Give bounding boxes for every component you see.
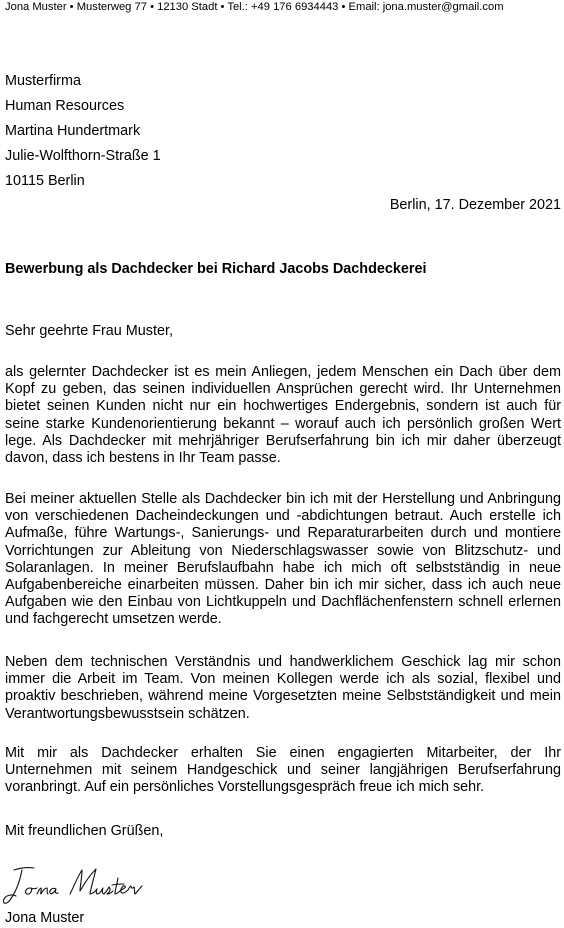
letter-date: Berlin, 17. Dezember 2021 xyxy=(389,197,561,213)
recipient-person: Martina Hundertmark xyxy=(5,123,141,139)
sender-address-line: Jona Muster • Musterweg 77 • 12130 Stadt • Tel.: +49 176 6934443 • Email: jona.muster@gmail.com xyxy=(5,1,504,13)
letter-closing: Mit freundlichen Grüßen, xyxy=(5,823,164,839)
signature-icon xyxy=(0,858,150,908)
letter-subject: Bewerbung als Dachdecker bei Richard Jacobs Dachdeckerei xyxy=(5,261,427,277)
body-paragraph-4: Mit mir als Dachdecker erhalten Sie einen engagierten Mitarbeiter, der Ihr Unternehmen mit seinem Handgeschick und seiner langjährigen Berufserfahrung voranbringt. Auf ein persönliches Vorstellungsgespräch freue ich mich sehr. xyxy=(5,745,561,796)
recipient-company: Musterfirma xyxy=(5,73,81,89)
signatory-name: Jona Muster xyxy=(5,910,85,926)
body-paragraph-2: Bei meiner aktuellen Stelle als Dachdecker bin ich mit der Herstellung und Anbringung von verschiedenen Dacheindeckungen und -abdichtungen betraut. Auch erstelle ich Aufmaße, führe Wartungs-, Sanierungs- und Reparaturarbeiten durch und montiere Vorrichtungen zur Ableitung von Niederschlagswasser sowie von Blitzschutz- und Solaranlagen. In meiner Berufslaufbahn habe ich mich oft selbstständig in neue Aufgabenbereiche einarbeiten müssen. Daher bin ich mir sicher, dass ich auch neue Aufgaben wie den Einbau von Lichtkuppeln und Dachflächenfenstern schnell erlernen und fachgerecht umsetzen werde. xyxy=(5,491,561,628)
recipient-address-block xyxy=(5,69,405,194)
body-paragraph-3: Neben dem technischen Verständnis und handwerklichem Geschick lag mir schon immer die Arbeit im Team. Von meinen Kollegen werde ich als sozial, flexibel und proaktiv beschrieben, während meine Vorgesetzten meine Selbstständigkeit und mein Verantwortungsbewusstsein schätzen. xyxy=(5,654,561,722)
recipient-street: Julie-Wolfthorn-Straße 1 xyxy=(5,148,161,164)
recipient-department: Human Resources xyxy=(5,98,125,114)
letter-salutation: Sehr geehrte Frau Muster, xyxy=(5,323,173,339)
recipient-city: 10115 Berlin xyxy=(5,173,85,189)
handwritten-signature xyxy=(0,858,150,908)
body-paragraph-1: als gelernter Dachdecker ist es mein Anliegen, jedem Menschen ein Dach über dem Kopf zu geben, das seinen individuellen Ansprüchen gerecht wird. Ihr Unternehmen bietet seinen Kunden nicht nur ein hochwertiges Endergebnis, sondern ist auch für seine starke Kundenorientierung bekannt – worauf auch ich persönlich großen Wert lege. Als Dachdecker mit mehrjähriger Berufserfahrung bin ich mir daher überzeugt davon, dass ich bestens in Ihr Team passe. xyxy=(5,364,561,467)
